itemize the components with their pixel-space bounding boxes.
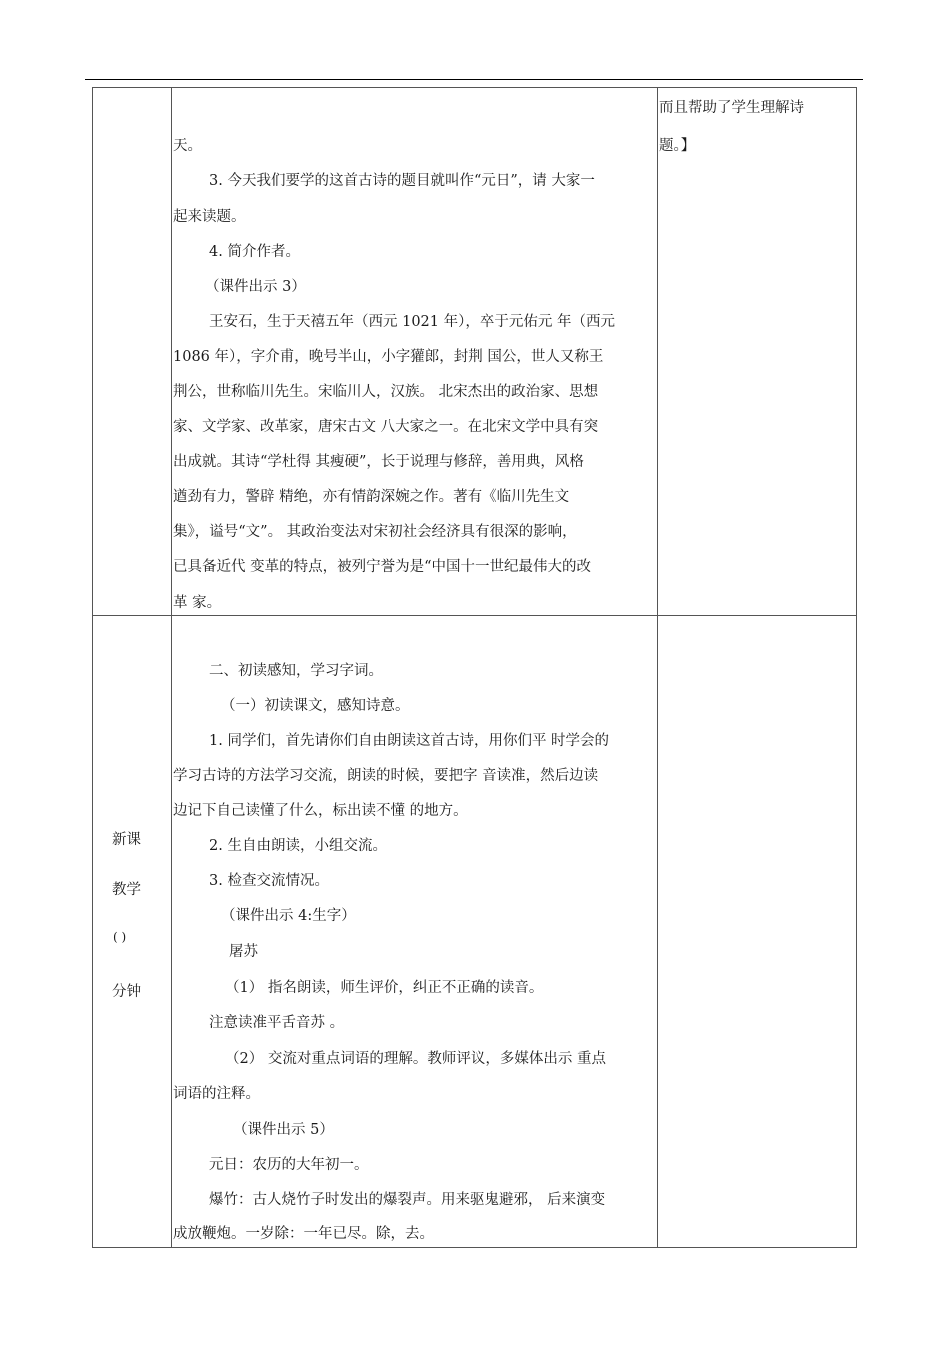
text-line: 元日：农历的大年初一。 xyxy=(209,1157,369,1173)
text-line: 词语的注释。 xyxy=(173,1086,260,1102)
stage-label: 新课 xyxy=(112,832,141,848)
text-line: 家、文学家、改革家，唐宋古文 八大家之一。在北宋文学中具有突 xyxy=(173,419,599,435)
text-line: （课件出示 5） xyxy=(233,1122,334,1138)
stage-cell xyxy=(93,616,172,1248)
text-line: （课件出示 4:生字） xyxy=(221,908,356,924)
text-line: 王安石，生于天禧五年（西元 1021 年），卒于元佑元 年（西元 xyxy=(209,314,615,330)
text-line: 1086 年），字介甫，晚号半山，小字獾郎，封荆 国公，世人又称王 xyxy=(173,349,604,365)
notes-cell xyxy=(658,616,857,1248)
text-line: 3. 今天我们要学的这首古诗的题目就叫作“元日”，请 大家一 xyxy=(209,173,595,189)
text-line: 边记下自己读懂了什么，标出读不懂 的地方。 xyxy=(173,803,468,819)
design-note-line: 而且帮助了学生理解诗 xyxy=(659,100,804,116)
text-line: 起来读题。 xyxy=(173,209,246,225)
table-row xyxy=(93,616,857,1248)
header-rule xyxy=(85,79,863,80)
text-line: 1. 同学们，首先请你们自由朗读这首古诗，用你们平 时学会的 xyxy=(209,733,610,749)
text-line: 出成就。其诗“学杜得 其瘦硬”，长于说理与修辞，善用典，风格 xyxy=(173,454,584,470)
text-line: 学习古诗的方法学习交流，朗读的时候，要把字 音读准，然后边读 xyxy=(173,768,599,784)
stage-label: 教学 xyxy=(112,882,141,898)
text-line: 2. 生自由朗读，小组交流。 xyxy=(209,838,387,854)
text-line: 荆公，世称临川先生。宋临川人，汉族。 北宋杰出的政治家、思想 xyxy=(173,384,599,400)
stage-label: 分钟 xyxy=(112,984,141,1000)
text-line: 已具备近代 变革的特点，被列宁誉为是“中国十一世纪最伟大的改 xyxy=(173,559,592,575)
text-line: （一）初读课文，感知诗意。 xyxy=(221,698,410,714)
minutes-placeholder: ( ) xyxy=(113,930,127,944)
text-line: 4. 简介作者。 xyxy=(209,244,300,260)
text-line: （课件出示 3） xyxy=(205,279,306,295)
design-note-line: 题。】 xyxy=(659,138,696,154)
text-line: 屠苏 xyxy=(229,944,258,960)
text-line: 二、初读感知，学习字词。 xyxy=(209,663,383,679)
text-line: 革 家。 xyxy=(173,595,222,611)
text-line: 成放鞭炮。一岁除：一年已尽。除，去。 xyxy=(173,1226,434,1242)
text-line: 天。 xyxy=(173,138,202,154)
stage-cell xyxy=(93,88,172,616)
text-line: 集》，谥号“文”。 其政治变法对宋初社会经济具有很深的影响， xyxy=(173,524,577,540)
notes-cell xyxy=(658,88,857,616)
lesson-plan-table xyxy=(92,87,857,1248)
text-line: 爆竹：古人烧竹子时发出的爆裂声。用来驱鬼避邪， 后来演变 xyxy=(209,1192,606,1208)
text-line: 3. 检查交流情况。 xyxy=(209,873,329,889)
text-line: （2） 交流对重点词语的理解。教师评议，多媒体出示 重点 xyxy=(225,1051,606,1067)
text-line: （1） 指名朗读，师生评价，纠正不正确的读音。 xyxy=(225,980,544,996)
text-line: 遒劲有力，警辟 精绝，亦有情韵深婉之作。著有《临川先生文 xyxy=(173,489,570,505)
text-line: 注意读准平舌音苏 。 xyxy=(209,1015,345,1031)
